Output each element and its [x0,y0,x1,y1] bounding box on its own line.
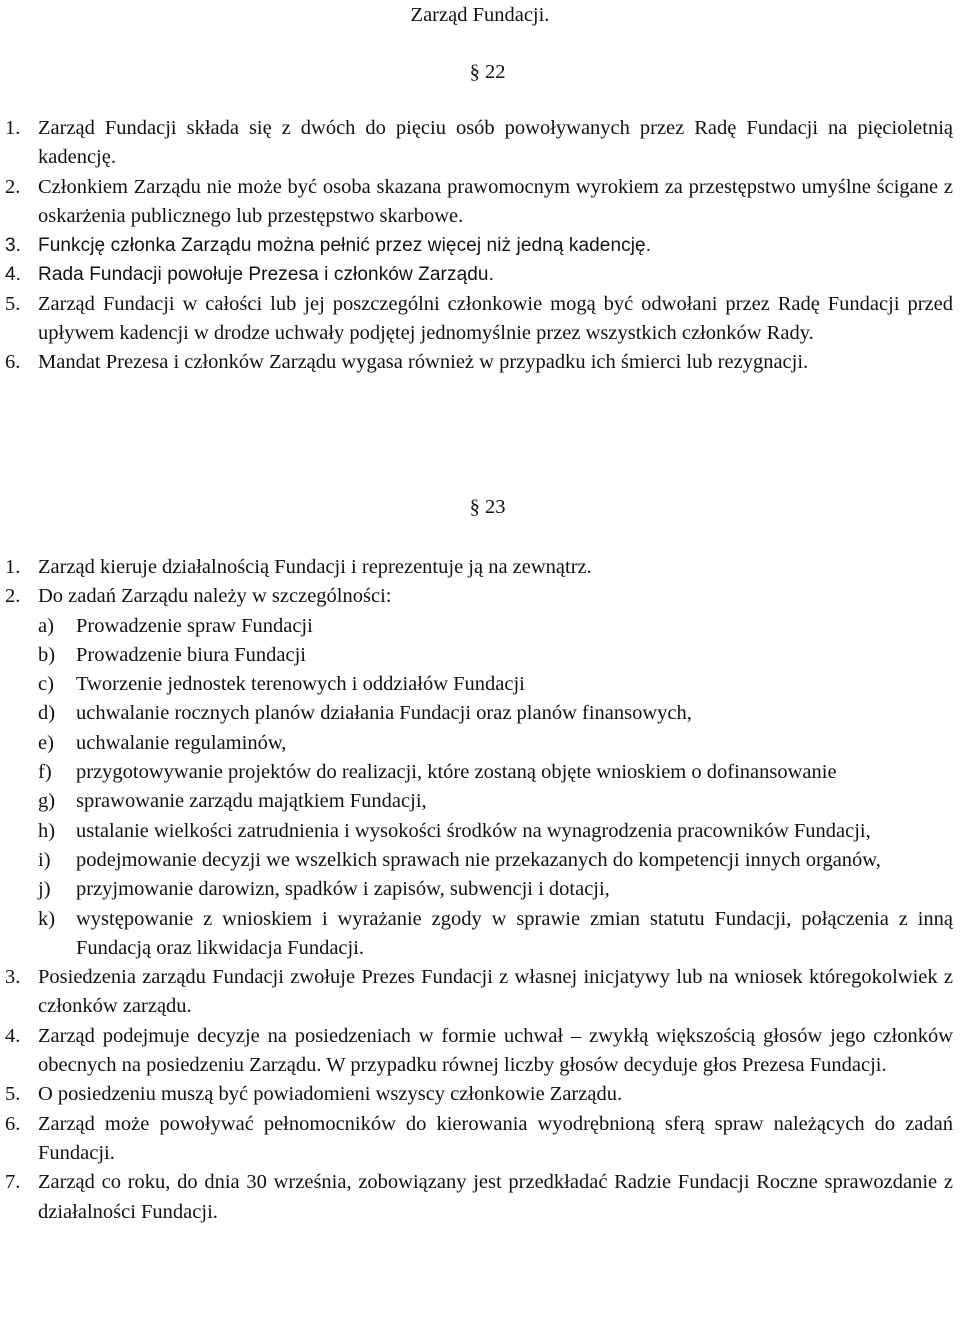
item-number: 4. [5,264,22,286]
task-item [38,875,953,904]
task-letter: g) [38,790,56,813]
task-letter: h) [38,819,56,842]
task-item [38,729,953,758]
task-letter: k) [38,907,56,930]
chapter-heading: Zarząd Fundacji. [410,4,550,26]
task-letter: e) [38,731,54,754]
task-text: Prowadzenie spraw Fundacji [76,614,313,637]
task-text: sprawowanie zarządu majątkiem Fundacji, [76,790,427,813]
task-letter: f) [38,761,52,784]
task-item [38,612,953,641]
list-item [0,114,953,173]
item-number: 5. [5,1083,21,1106]
list-item [0,348,953,377]
item-number: 3. [5,966,21,989]
item-text: Rada Fundacji powołuje Prezesa i członków Zarządu. [38,264,494,286]
task-item [38,758,953,787]
list-item [0,582,953,963]
task-text: podejmowanie decyzji we wszelkich sprawach nie przekazanych do kompetencji innych organów, [76,848,881,871]
list-item [0,231,953,260]
section-22-list [0,114,953,378]
item-text: Członkiem Zarządu nie może być osoba skazana prawomocnym wyrokiem za przestępstwo umyślne ścigane z oskarżenia publicznego lub przestępstwo skarbowe. [38,175,953,227]
item-number: 1. [5,117,21,139]
paragraph-number-23: § 23 [469,496,506,518]
list-item [0,553,953,582]
task-text: Tworzenie jednostek terenowych i oddziałów Fundacji [76,673,525,696]
task-text: uchwalanie regulaminów, [76,731,287,754]
task-letter: j) [38,878,51,901]
item-text: Zarząd Fundacji składa się z dwóch do pięciu osób powoływanych przez Radę Fundacji na pięcioletnią kadencję. [38,117,953,169]
item-number: 2. [5,175,21,198]
tasks-list [38,612,953,964]
task-text: ustalanie wielkości zatrudnienia i wysokości środków na wynagrodzenia pracowników Fundacji, [76,819,871,842]
task-item [38,670,953,699]
task-letter: d) [38,702,56,725]
item-text: Zarząd kieruje działalnością Fundacji i reprezentuje ją na zewnątrz. [38,556,592,578]
item-text: Do zadań Zarządu należy w szczególności: [38,585,392,608]
item-number: 2. [5,585,21,608]
item-number: 5. [5,292,21,315]
task-item [38,787,953,816]
task-text: przyjmowanie darowizn, spadków i zapisów, subwencji i dotacji, [76,878,610,901]
item-number: 6. [5,1112,21,1135]
item-text: Posiedzenia zarządu Fundacji zwołuje Prezes Fundacji z własnej inicjatywy lub na wniosek któregokolwiek z członków zarządu. [38,966,953,1018]
item-number: 7. [5,1171,21,1194]
list-item [0,963,953,1022]
item-number: 1. [5,556,21,578]
list-item [0,1168,953,1227]
task-letter: a) [38,614,54,637]
item-text: Zarząd Fundacji w całości lub jej poszczególni członkowie mogą być odwołani przez Radę Fundacji przed upływem kadencji w drodze uchwały podjętej jednomyślnie przez wszystkich członków Rady. [38,292,953,345]
item-text: Zarząd może powoływać pełnomocników do kierowania wyodrębnioną sferą spraw należących do zadań Fundacji. [38,1112,953,1164]
item-text: Zarząd podejmuje decyzje na posiedzeniach w formie uchwał – zwykłą większością głosów jego członków obecnych na posiedzeniu Zarządu. W przypadku równej liczby głosów decyduje głos Prezesa Fundacji. [38,1024,953,1077]
paragraph-number-label: 23 [484,496,506,518]
task-letter: c) [38,673,54,696]
list-item [0,260,953,289]
item-number: 4. [5,1024,21,1047]
task-text: przygotowywanie projektów do realizacji, które zostaną objęte wnioskiem o dofinansowanie [76,761,837,784]
item-text: Funkcję członka Zarządu można pełnić przez więcej niż jedną kadencję. [38,235,652,257]
item-number: 6. [5,351,21,374]
task-letter: i) [38,848,51,871]
task-item [38,905,953,964]
item-text: Mandat Prezesa i członków Zarządu wygasa również w przypadku ich śmierci lub rezygnacji. [38,351,809,374]
list-item [0,173,953,232]
section-23-list [0,553,953,1227]
list-item [0,1022,953,1081]
task-item [38,817,953,846]
task-text: występowanie z wnioskiem i wyrażanie zgody w sprawie zmian statutu Fundacji, połączenia z inną Fundacją oraz likwidacja Fundacji. [76,907,953,959]
list-item [0,290,953,349]
paragraph-number-label: 22 [484,61,506,83]
list-item [0,1080,953,1109]
item-text: O posiedzeniu muszą być powiadomieni wszyscy członkowie Zarządu. [38,1083,623,1106]
task-text: Prowadzenie biura Fundacji [76,643,306,666]
task-item [38,846,953,875]
item-number: 3. [5,235,22,257]
task-letter: b) [38,643,56,666]
paragraph-number-22: § 22 [469,61,506,83]
task-item [38,641,953,670]
task-item [38,699,953,728]
task-text: uchwalanie rocznych planów działania Fundacji oraz planów finansowych, [76,702,692,725]
item-text: Zarząd co roku, do dnia 30 września, zobowiązany jest przedkładać Radzie Fundacji Roczne sprawozdanie z działalności Fundacji. [38,1171,953,1223]
list-item [0,1110,953,1169]
